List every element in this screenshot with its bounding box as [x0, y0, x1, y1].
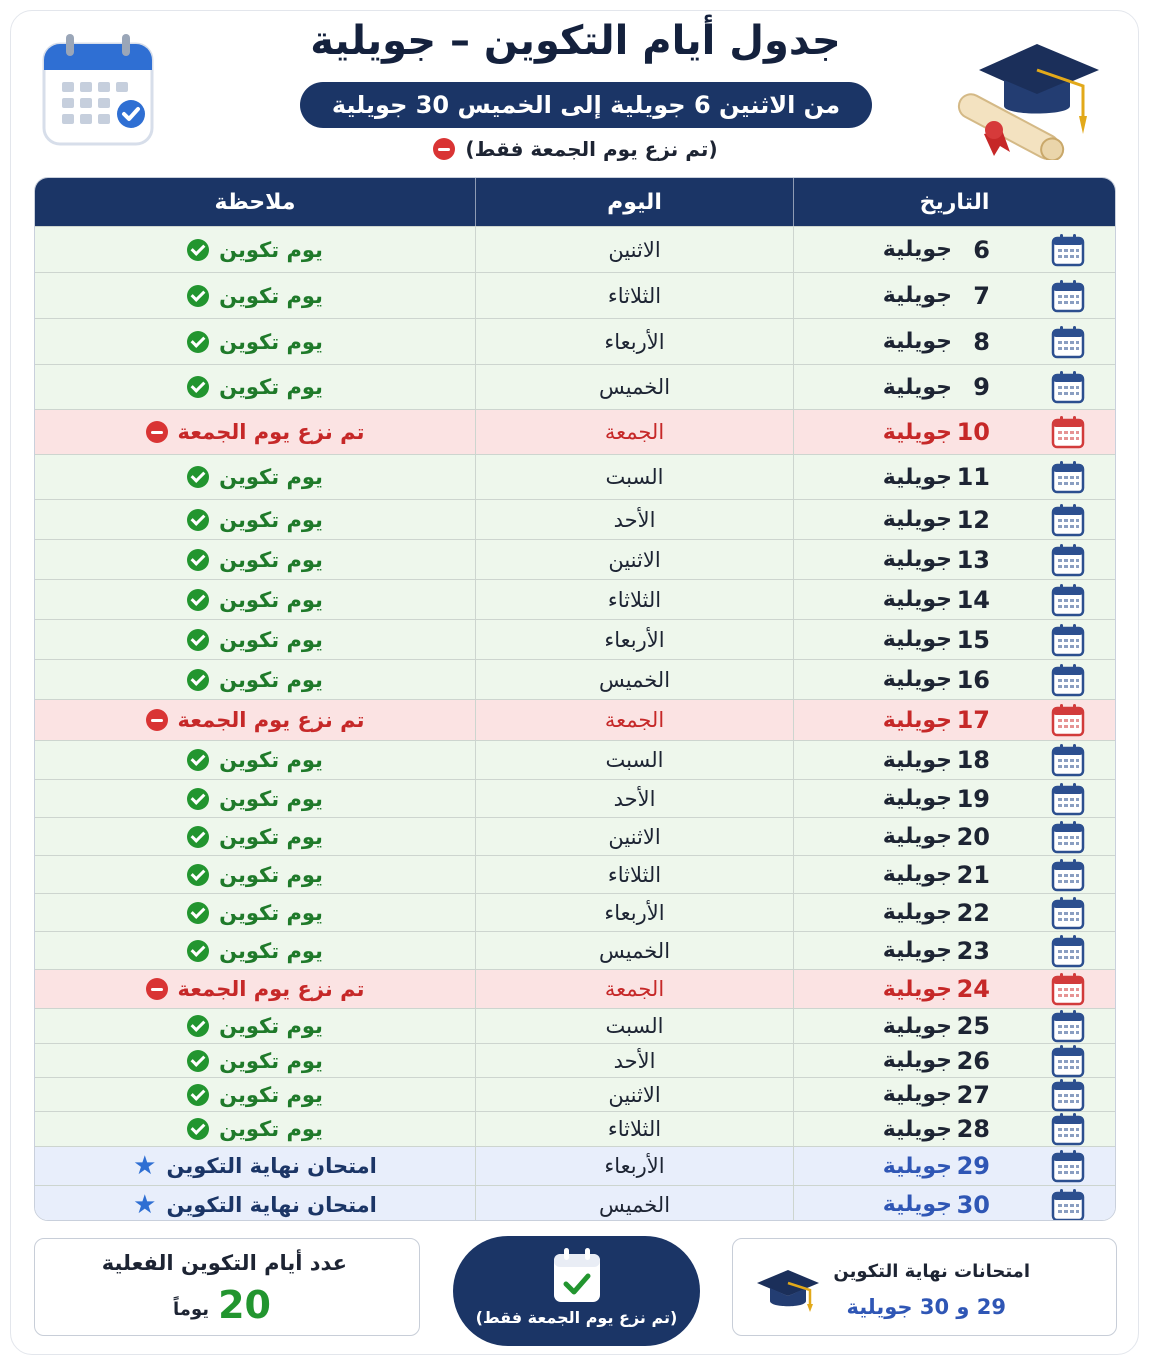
date-cell [793, 780, 1115, 817]
table-row [35, 1146, 1115, 1185]
date-cell [793, 273, 1115, 318]
note-text: يوم تكوين [219, 507, 323, 532]
note-cell [35, 1044, 475, 1077]
note-text: يوم تكوين [219, 283, 323, 308]
date-cell [793, 540, 1115, 579]
note-cell [35, 970, 475, 1008]
final-exams-label: امتحانات نهاية التكوين [833, 1261, 1030, 1282]
date-month: جويلية [882, 862, 952, 887]
date-number: 22 [956, 898, 990, 927]
date-month: جويلية [882, 283, 952, 308]
date-number: 8 [973, 327, 990, 356]
date-cell [793, 741, 1115, 779]
table-row [35, 579, 1115, 619]
effective-days-label: عدد أيام التكوين الفعلية [101, 1251, 347, 1275]
date-cell [793, 500, 1115, 539]
table-row [35, 226, 1115, 272]
calendar-icon [1051, 1112, 1085, 1151]
note-cell [35, 932, 475, 969]
note-cell [35, 780, 475, 817]
effective-days-value: 20 [218, 1283, 271, 1327]
date-month: جويلية [882, 1082, 952, 1107]
check-circle-icon [187, 466, 209, 488]
date-month: جويلية [882, 938, 952, 963]
date-cell [793, 410, 1115, 454]
day-cell: السبت [475, 455, 793, 499]
check-circle-icon [187, 376, 209, 398]
date-number: 16 [956, 665, 990, 694]
check-circle-icon [187, 788, 209, 810]
note-text: تم نزع يوم الجمعة [177, 420, 365, 444]
check-circle-icon [187, 509, 209, 531]
table-row [35, 1077, 1115, 1111]
date-cell [793, 1044, 1115, 1077]
table-row [35, 1043, 1115, 1077]
note-text: يوم تكوين [219, 748, 323, 772]
table-row [35, 539, 1115, 579]
page-title: جدول أيام التكوين – جويلية [310, 18, 841, 64]
table-row [35, 931, 1115, 969]
star-icon: ★ [133, 1189, 157, 1220]
date-month: جويلية [882, 547, 952, 572]
note-text: يوم تكوين [219, 375, 323, 399]
calendar-icon [1051, 623, 1085, 662]
date-month: جويلية [882, 1048, 952, 1073]
date-cell [793, 227, 1115, 272]
note-cell [35, 319, 475, 364]
minus-circle-icon [433, 138, 455, 160]
table-row [35, 409, 1115, 454]
date-cell [793, 620, 1115, 659]
friday-removed-note [0, 137, 1151, 161]
date-number: 23 [956, 936, 990, 965]
note-text: يوم تكوين [219, 329, 323, 354]
day-cell: الجمعة [475, 410, 793, 454]
minus-circle-icon [146, 421, 168, 443]
note-text: يوم تكوين [219, 627, 323, 652]
table-row [35, 454, 1115, 499]
table-row [35, 1008, 1115, 1043]
check-circle-icon [187, 1118, 209, 1140]
date-month: جويلية [882, 419, 952, 445]
note-cell [35, 894, 475, 931]
minus-circle-icon [146, 709, 168, 731]
table-row [35, 855, 1115, 893]
note-text: يوم تكوين [219, 587, 323, 612]
final-exams-dates: 29 و 30 جويلية [846, 1295, 1006, 1319]
note-cell [35, 500, 475, 539]
day-cell: الاثنين [475, 1078, 793, 1111]
note-cell [35, 410, 475, 454]
note-cell [35, 1186, 475, 1221]
date-number: 21 [956, 860, 990, 889]
date-number: 26 [956, 1046, 990, 1075]
date-cell [793, 1078, 1115, 1111]
date-cell [793, 1112, 1115, 1146]
calendar-icon [1051, 370, 1085, 409]
check-circle-icon [187, 629, 209, 651]
final-exams-card [732, 1238, 1117, 1336]
note-text: (تم نزع يوم الجمعة فقط) [465, 137, 718, 161]
date-number: 10 [956, 418, 990, 446]
calendar-icon [1051, 503, 1085, 542]
date-month: جويلية [882, 1192, 952, 1217]
date-number: 30 [956, 1190, 990, 1219]
header-day: اليوم [475, 178, 793, 226]
calendar-icon [1051, 543, 1085, 582]
graduation-cap-icon [755, 1267, 821, 1317]
check-circle-icon [187, 549, 209, 571]
date-number: 13 [956, 545, 990, 574]
day-cell: الثلاثاء [475, 580, 793, 619]
note-cell [35, 580, 475, 619]
table-row [35, 272, 1115, 318]
date-cell [793, 660, 1115, 699]
table-row [35, 318, 1115, 364]
note-cell [35, 273, 475, 318]
note-text: يوم تكوين [219, 824, 323, 849]
note-text: يوم تكوين [219, 667, 323, 692]
note-cell [35, 540, 475, 579]
note-text: يوم تكوين [219, 547, 323, 572]
note-text: يوم تكوين [219, 786, 323, 811]
check-circle-icon [187, 1084, 209, 1106]
date-month: جويلية [882, 237, 952, 262]
note-cell [35, 700, 475, 740]
day-cell: الأحد [475, 1044, 793, 1077]
date-number: 18 [956, 746, 990, 774]
day-cell: الأربعاء [475, 894, 793, 931]
header-date: التاريخ [793, 178, 1115, 226]
table-row [35, 893, 1115, 931]
date-month: جويلية [882, 976, 952, 1002]
calendar-icon [1051, 233, 1085, 272]
calendar-icon [1051, 896, 1085, 935]
date-number: 25 [956, 1012, 990, 1040]
calendar-icon [1051, 743, 1085, 782]
date-number: 28 [956, 1115, 990, 1143]
day-cell: السبت [475, 741, 793, 779]
note-text: امتحان نهاية التكوين [166, 1154, 377, 1178]
date-number: 24 [956, 975, 990, 1003]
note-cell [35, 227, 475, 272]
calendar-icon [1051, 663, 1085, 702]
friday-removed-card [453, 1236, 700, 1346]
schedule-table [34, 177, 1116, 1221]
date-cell [793, 700, 1115, 740]
day-cell: الأربعاء [475, 319, 793, 364]
note-text: امتحان نهاية التكوين [166, 1192, 377, 1217]
date-month: جويلية [882, 374, 952, 400]
check-circle-icon [187, 902, 209, 924]
day-cell: الأربعاء [475, 620, 793, 659]
date-cell [793, 319, 1115, 364]
calendar-icon [1051, 415, 1085, 454]
day-cell: الاثنين [475, 227, 793, 272]
friday-removed-text: (تم نزع يوم الجمعة فقط) [475, 1308, 678, 1327]
check-circle-icon [187, 331, 209, 353]
calendar-icon [1051, 325, 1085, 364]
date-cell [793, 580, 1115, 619]
effective-days-unit: يوماً [173, 1299, 209, 1320]
note-text: يوم تكوين [219, 1117, 323, 1141]
day-cell: الأربعاء [475, 1147, 793, 1185]
date-month: جويلية [882, 900, 952, 925]
check-circle-icon [187, 749, 209, 771]
calendar-icon [1051, 1009, 1085, 1048]
calendar-icon [1051, 820, 1085, 859]
calendar-icon [1051, 703, 1085, 742]
calendar-icon [1051, 972, 1085, 1011]
date-month: جويلية [882, 786, 952, 811]
table-row [35, 364, 1115, 409]
note-cell [35, 856, 475, 893]
day-cell: الأحد [475, 780, 793, 817]
day-cell: الثلاثاء [475, 273, 793, 318]
table-row [35, 817, 1115, 855]
check-circle-icon [187, 285, 209, 307]
date-number: 9 [973, 373, 990, 401]
date-cell [793, 932, 1115, 969]
table-header [35, 178, 1115, 226]
check-circle-icon [187, 826, 209, 848]
date-cell [793, 1186, 1115, 1221]
date-cell [793, 1009, 1115, 1043]
calendar-icon [1051, 1078, 1085, 1117]
day-cell: الثلاثاء [475, 856, 793, 893]
calendar-icon [1051, 583, 1085, 622]
note-text: تم نزع يوم الجمعة [177, 977, 365, 1001]
date-number: 11 [956, 463, 990, 491]
day-cell: الخميس [475, 365, 793, 409]
date-cell [793, 894, 1115, 931]
check-circle-icon [187, 589, 209, 611]
day-cell: الجمعة [475, 970, 793, 1008]
date-month: جويلية [882, 1153, 952, 1179]
date-cell [793, 970, 1115, 1008]
date-cell [793, 365, 1115, 409]
calendar-icon [1051, 858, 1085, 897]
table-body [35, 226, 1115, 1221]
note-text: يوم تكوين [219, 237, 323, 262]
day-cell: الأحد [475, 500, 793, 539]
check-circle-icon [187, 940, 209, 962]
minus-circle-icon [146, 978, 168, 1000]
note-cell [35, 1009, 475, 1043]
check-circle-icon [187, 864, 209, 886]
check-circle-icon [187, 1050, 209, 1072]
date-month: جويلية [882, 627, 952, 652]
table-row [35, 1111, 1115, 1146]
date-month: جويلية [882, 747, 952, 773]
table-row [35, 969, 1115, 1008]
check-circle-icon [187, 1015, 209, 1037]
day-cell: الاثنين [475, 818, 793, 855]
star-icon: ★ [133, 1151, 157, 1181]
note-text: يوم تكوين [219, 938, 323, 963]
calendar-icon [1051, 460, 1085, 499]
header-note: ملاحظة [214, 189, 296, 215]
note-text: يوم تكوين [219, 1082, 323, 1107]
note-text: يوم تكوين [219, 1014, 323, 1038]
date-number: 7 [973, 281, 990, 310]
note-cell [35, 620, 475, 659]
calendar-icon [1051, 934, 1085, 973]
table-row [35, 659, 1115, 699]
note-text: يوم تكوين [219, 1048, 323, 1073]
calendar-icon [1051, 1188, 1085, 1222]
date-month: جويلية [882, 464, 952, 490]
day-cell: السبت [475, 1009, 793, 1043]
day-cell: الجمعة [475, 700, 793, 740]
calendar-icon [1051, 782, 1085, 821]
date-number: 27 [956, 1080, 990, 1109]
date-month: جويلية [882, 587, 952, 612]
table-row [35, 1185, 1115, 1221]
date-range-subtitle: من الاثنين 6 جويلية إلى الخميس 30 جويلية [300, 82, 872, 128]
note-cell [35, 455, 475, 499]
table-row [35, 779, 1115, 817]
day-cell: الخميس [475, 932, 793, 969]
note-cell [35, 741, 475, 779]
calendar-check-icon [551, 1246, 603, 1310]
date-month: جويلية [882, 1116, 952, 1142]
date-number: 20 [956, 822, 990, 851]
date-number: 12 [956, 505, 990, 534]
date-cell [793, 818, 1115, 855]
note-text: تم نزع يوم الجمعة [177, 708, 365, 732]
table-row [35, 499, 1115, 539]
date-month: جويلية [882, 824, 952, 849]
date-number: 14 [956, 585, 990, 614]
date-cell [793, 455, 1115, 499]
date-month: جويلية [882, 707, 952, 733]
day-cell: الخميس [475, 1186, 793, 1221]
day-cell: الاثنين [475, 540, 793, 579]
note-cell [35, 1147, 475, 1185]
date-month: جويلية [882, 1013, 952, 1039]
date-number: 15 [956, 625, 990, 654]
table-row [35, 699, 1115, 740]
date-month: جويلية [882, 329, 952, 354]
note-text: يوم تكوين [219, 862, 323, 887]
date-number: 19 [956, 784, 990, 813]
calendar-icon [1051, 1149, 1085, 1188]
date-number: 17 [956, 706, 990, 734]
note-cell [35, 660, 475, 699]
date-month: جويلية [882, 507, 952, 532]
note-cell [35, 365, 475, 409]
date-month: جويلية [882, 667, 952, 692]
note-cell [35, 1078, 475, 1111]
date-number: 29 [956, 1152, 990, 1180]
date-cell [793, 856, 1115, 893]
day-cell: الثلاثاء [475, 1112, 793, 1146]
effective-days-card [34, 1238, 420, 1336]
check-circle-icon [187, 239, 209, 261]
calendar-icon [1051, 279, 1085, 318]
note-text: يوم تكوين [219, 900, 323, 925]
table-row [35, 619, 1115, 659]
note-text: يوم تكوين [219, 465, 323, 489]
date-number: 6 [973, 235, 990, 264]
table-row [35, 740, 1115, 779]
check-circle-icon [187, 669, 209, 691]
day-cell: الخميس [475, 660, 793, 699]
note-cell [35, 818, 475, 855]
date-cell [793, 1147, 1115, 1185]
note-cell [35, 1112, 475, 1146]
